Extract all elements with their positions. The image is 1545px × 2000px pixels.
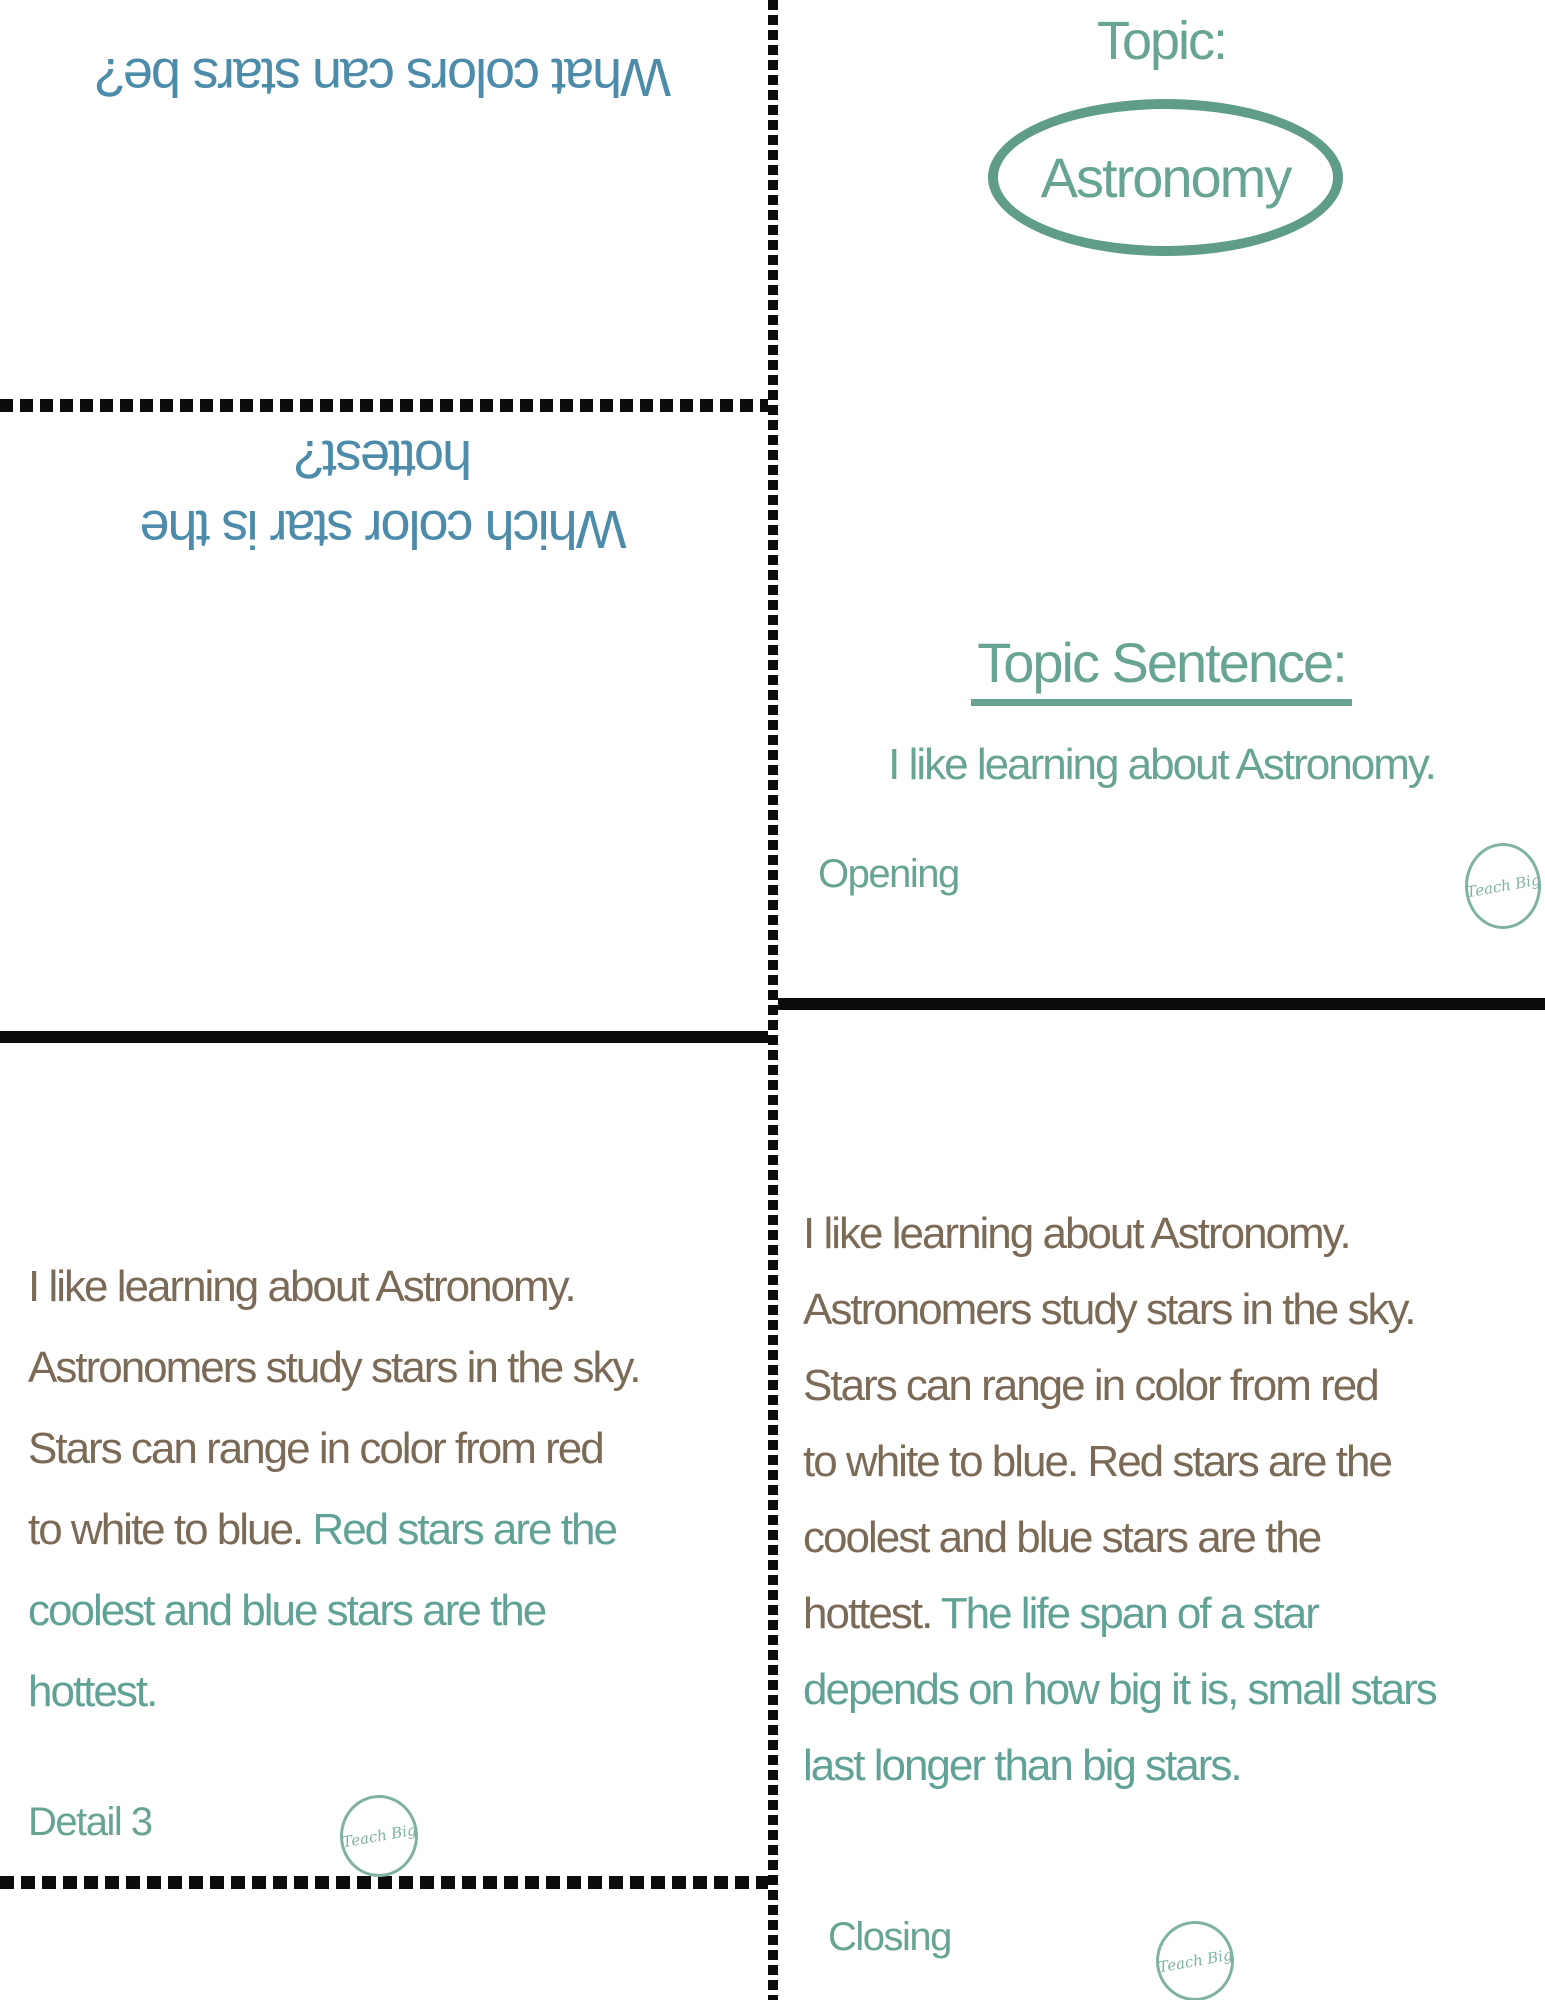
text-segment: coolest and blue stars are the <box>28 1586 546 1635</box>
text-line <box>28 1570 752 1651</box>
topic-value: Astronomy <box>1040 146 1291 209</box>
text-line <box>803 1728 1538 1804</box>
text-line <box>0 42 768 112</box>
opening-label: Opening <box>818 852 959 896</box>
topic-sentence-heading <box>778 630 1545 706</box>
text-line <box>803 1576 1538 1652</box>
text-segment: Which color star is the <box>141 499 627 559</box>
detail3-paragraph <box>28 1246 752 1732</box>
text-segment: to white to blue. Red stars are the <box>803 1437 1391 1486</box>
teach-big-logo <box>340 1795 418 1877</box>
text-line <box>803 1272 1538 1348</box>
closing-paragraph <box>803 1196 1538 1804</box>
text-line <box>803 1652 1538 1728</box>
topic-oval <box>988 99 1343 256</box>
text-segment: Astronomers study stars in the sky. <box>803 1285 1415 1334</box>
text-line <box>28 1408 752 1489</box>
text-line <box>0 494 768 564</box>
topic-sentence-text: I like learning about Astronomy. <box>888 740 1435 789</box>
text-segment: to white to blue. <box>28 1505 313 1554</box>
teach-big-logo <box>1465 843 1541 929</box>
text-line <box>28 1327 752 1408</box>
vertical-cut-dotted-line <box>768 0 778 2000</box>
teach-big-logo-text: Teach Big <box>1464 870 1542 902</box>
text-line <box>803 1196 1538 1272</box>
flap-question-what-colors <box>0 42 768 112</box>
text-segment: I like learning about Astronomy. <box>28 1262 575 1311</box>
closing-label: Closing <box>828 1915 951 1959</box>
topic-label: Topic: <box>1096 11 1227 71</box>
text-segment: Red stars are the <box>312 1505 616 1554</box>
text-segment: hottest? <box>295 429 473 489</box>
right-solid-divider-line <box>778 998 1545 1010</box>
left-solid-divider-line <box>0 1031 768 1043</box>
teach-big-logo <box>1156 1921 1234 2000</box>
text-line <box>28 1489 752 1570</box>
text-segment: hottest. <box>28 1667 157 1716</box>
text-segment: Stars can range in color from red <box>803 1361 1378 1410</box>
text-segment: I like learning about Astronomy. <box>803 1209 1350 1258</box>
text-segment: depends on how big it is, small stars <box>803 1665 1436 1714</box>
detail3-label: Detail 3 <box>28 1800 152 1844</box>
flap-question-which-color-hottest <box>0 424 768 564</box>
left-top-fold-dotted-line <box>0 399 768 412</box>
text-segment: What colors can stars be? <box>96 47 672 107</box>
text-line <box>28 1651 752 1732</box>
text-line <box>0 424 768 494</box>
text-segment: The life span of a star <box>940 1589 1318 1638</box>
teach-big-logo-text: Teach Big <box>340 1820 418 1852</box>
text-segment: Stars can range in color from red <box>28 1424 603 1473</box>
text-line <box>803 1424 1538 1500</box>
teach-big-logo-text: Teach Big <box>1156 1945 1234 1977</box>
left-bottom-fold-dotted-line <box>0 1876 768 1889</box>
text-segment: hottest. <box>803 1589 941 1638</box>
text-line <box>28 1246 752 1327</box>
text-segment: coolest and blue stars are the <box>803 1513 1321 1562</box>
text-segment: last longer than big stars. <box>803 1741 1241 1790</box>
text-segment: Astronomers study stars in the sky. <box>28 1343 640 1392</box>
text-line <box>803 1500 1538 1576</box>
text-line <box>803 1348 1538 1424</box>
topic-sentence-heading-text: Topic Sentence: <box>971 630 1351 706</box>
